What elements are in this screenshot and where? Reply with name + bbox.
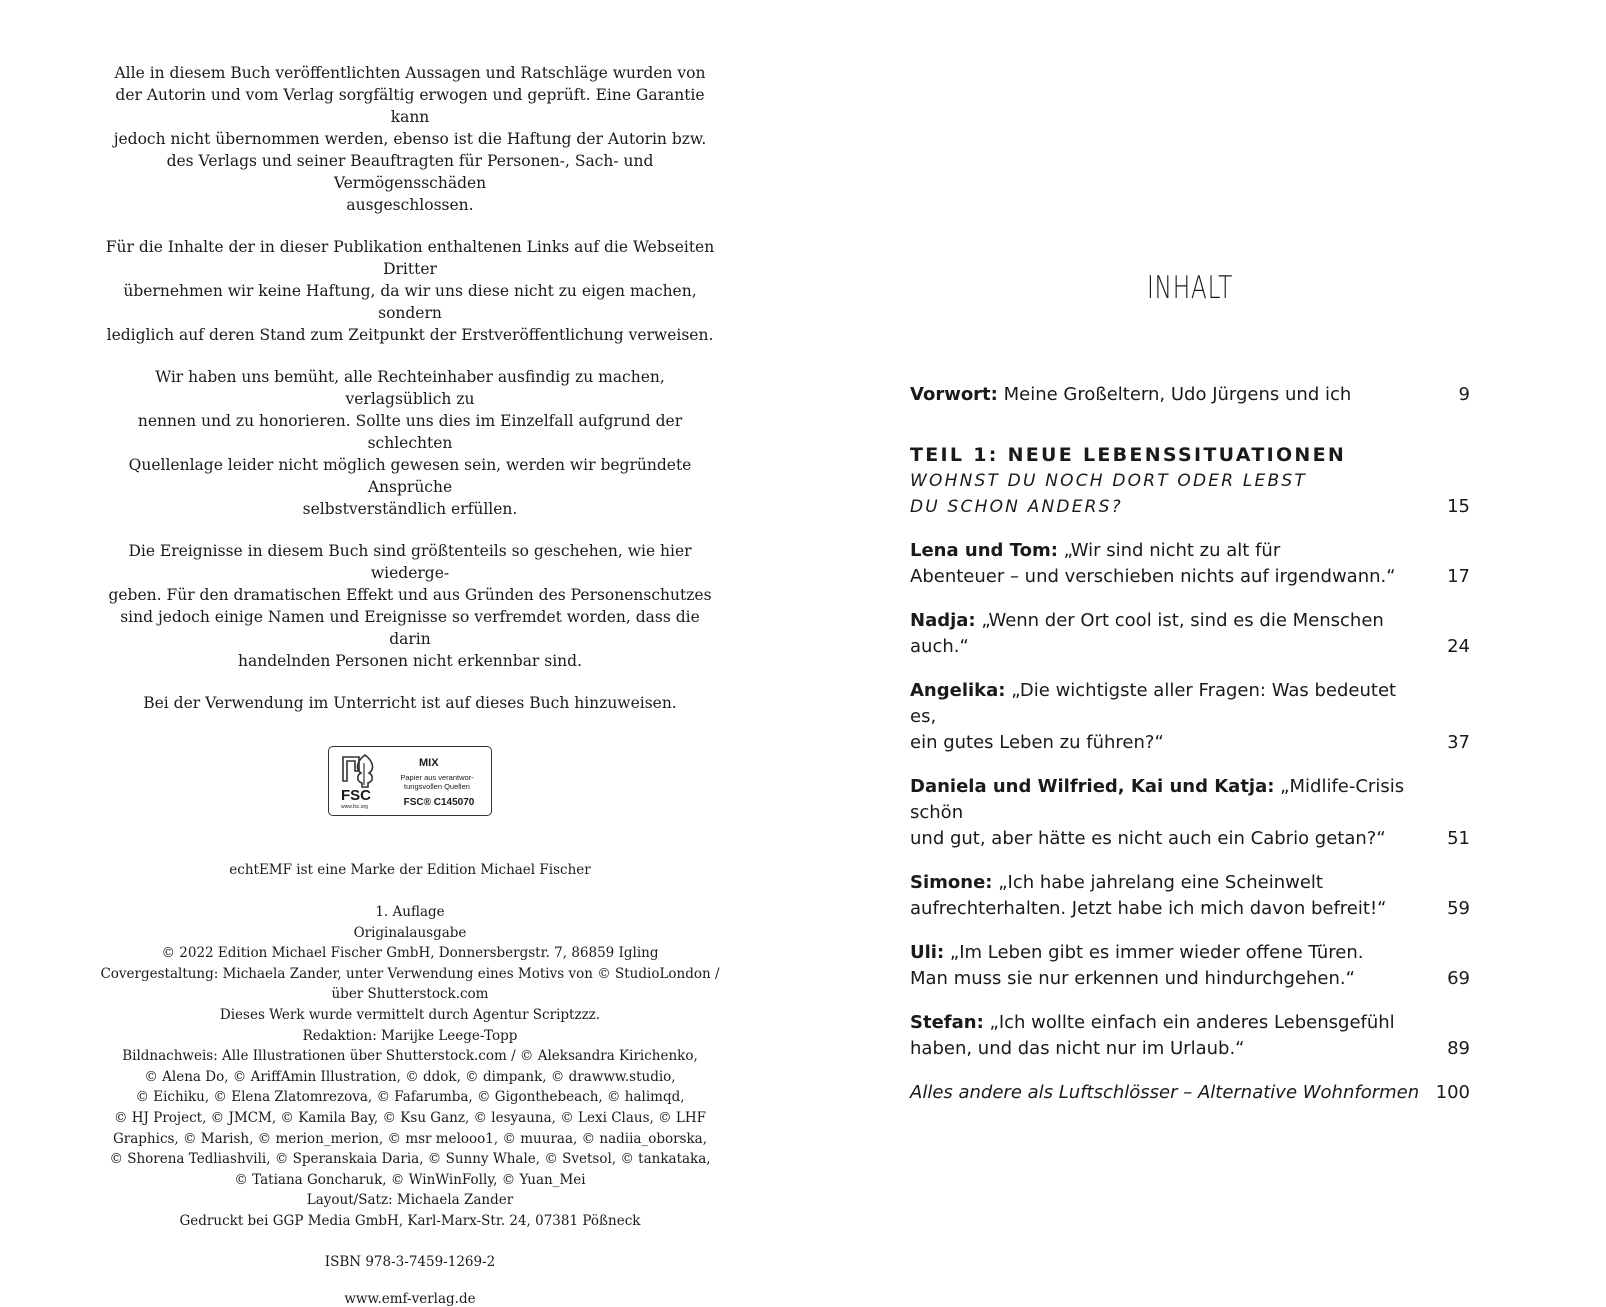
toc-page-number: 9: [1458, 384, 1470, 405]
toc-entry[interactable]: [910, 678, 1470, 756]
imprint-line: © Tatiana Goncharuk, © WinWinFolly, © Yuan_Mei: [234, 1171, 586, 1188]
toc-entry-closing[interactable]: [910, 1080, 1470, 1106]
toc-entry-label: Nadja:: [910, 610, 976, 631]
imprint-line: © Eichiku, © Elena Zlatomrezova, © Fafarumba, © Gigonthebeach, © halimqd,: [135, 1089, 685, 1106]
toc-entry-text: Man muss sie nur erkennen und hindurchgehen.“: [910, 968, 1355, 989]
links-disclaimer-paragraph: Für die Inhalte der in dieser Publikation enthaltenen Links auf die Webseiten Dritter übernehmen wir keine Haftung, da wir uns diese nicht zu eigen machen, sondern lediglich auf deren Stand zum Zeitpunkt der Erstveröffentlichung verweisen.: [105, 238, 715, 344]
imprint-line: Covergestaltung: Michaela Zander, unter Verwendung eines Motivs von © StudioLondon /: [100, 965, 720, 982]
toc-page-number: 51: [1447, 828, 1470, 849]
imprint-line: über Shutterstock.com: [331, 986, 489, 1003]
toc-page-number: 17: [1447, 566, 1470, 587]
fsc-logo-text: FSC: [341, 787, 371, 804]
toc-entry[interactable]: [910, 608, 1470, 660]
imprint-line: © Alena Do, © AriffAmin Illustration, © ddok, © dimpank, © drawww.studio,: [144, 1068, 676, 1085]
disclaimer-paragraph: Alle in diesem Buch veröffentlichten Aussagen und Ratschläge wurden von der Autorin und vom Verlag sorgfältig erwogen und geprüft. Eine Garantie kann jedoch nicht übernommen werden, ebenso ist die Haftung der Autorin bzw. des Verlags und seiner Beauftragten für Personen-, Sach- und Vermögensschäden ausgeschlossen.: [113, 64, 707, 214]
toc-page-number: 59: [1447, 898, 1470, 919]
part-subtitle-line: WOHNST DU NOCH DORT ODER LEBST: [910, 471, 1307, 491]
fsc-description: Papier aus verantwor- tungsvollen Quellen: [400, 773, 474, 791]
imprint-line: Dieses Werk wurde vermittelt durch Agentur Scriptzzz.: [219, 1006, 601, 1023]
fsc-label: [328, 746, 492, 816]
toc-entry-text: ein gutes Leben zu führen?“: [910, 732, 1164, 753]
toc-page-number: 37: [1447, 732, 1470, 753]
toc-entry-text: aufrechterhalten. Jetzt habe ich mich davon befreit!“: [910, 898, 1387, 919]
toc-entry-text: Meine Großeltern, Udo Jürgens und ich: [997, 384, 1352, 405]
toc-page-number: 69: [1447, 968, 1470, 989]
fsc-url: www.fsc.org: [341, 804, 368, 810]
imprint-line: © HJ Project, © JMCM, © Kamila Bay, © Ksu Ganz, © lesyauna, © Lexi Claus, © LHF: [113, 1109, 707, 1126]
toc-page-number: 24: [1447, 636, 1470, 657]
imprint-line: Bildnachweis: Alle Illustrationen über Shutterstock.com / © Aleksandra Kirichenko,: [122, 1048, 698, 1065]
imprint-line: Gedruckt bei GGP Media GmbH, Karl-Marx-Str. 24, 07381 Pößneck: [179, 1212, 641, 1229]
toc-entry-text: „Wenn der Ort cool ist, sind es die Menschen auch.“: [910, 610, 1384, 657]
toc-entry[interactable]: [910, 774, 1470, 852]
toc-entry-text: „Ich habe jahrelang eine Scheinwelt: [992, 872, 1323, 893]
table-of-contents: [910, 270, 1470, 1106]
isbn: ISBN 978-3-7459-1269-2: [324, 1253, 496, 1270]
imprint-line: Redaktion: Marijke Leege-Topp: [302, 1027, 518, 1044]
imprint-line: 1. Auflage: [375, 904, 445, 920]
toc-entry-text: „Ich wollte einfach ein anderes Lebensgefühl: [983, 1012, 1395, 1033]
toc-part-1[interactable]: [910, 442, 1470, 520]
toc-page-number: 100: [1435, 1082, 1470, 1103]
imprint-page: [100, 62, 720, 1307]
toc-entry-label: Simone:: [910, 872, 993, 893]
imprint-line: © 2022 Edition Michael Fischer GmbH, Donnersbergstr. 7, 86859 Igling: [161, 945, 659, 962]
imprint-line: Originalausgabe: [353, 924, 467, 941]
toc-entry-text: „Im Leben gibt es immer wieder offene Türen.: [944, 942, 1364, 963]
imprint-line: Graphics, © Marish, © merion_merion, © msr melooo1, © muuraa, © nadiia_oborska,: [113, 1130, 707, 1147]
imprint-block: [100, 902, 720, 1232]
toc-entry-label: Lena und Tom:: [910, 540, 1058, 561]
toc-entry[interactable]: [910, 870, 1470, 922]
toc-entry-label: Angelika:: [910, 680, 1006, 701]
events-paragraph: Die Ereignisse in diesem Buch sind größtenteils so geschehen, wie hier wiederge- geben. Für den dramatischen Effekt und aus Gründen des Personenschutzes sind jedoch einige Namen und Ereignisse so verfremdet worden, dass die darin handelnden Personen nicht erkennbar sind.: [108, 542, 712, 670]
toc-entry-label: Stefan:: [910, 1012, 984, 1033]
toc-entry-text: Alles andere als Luftschlösser – Alternative Wohnformen: [910, 1082, 1420, 1103]
toc-entry-text: und gut, aber hätte es nicht auch ein Cabrio getan?“: [910, 828, 1386, 849]
toc-entry-text: haben, und das nicht nur im Urlaub.“: [910, 1038, 1245, 1059]
toc-entry[interactable]: [910, 538, 1470, 590]
toc-entry-text: „Wir sind nicht zu alt für: [1057, 540, 1281, 561]
toc-entry-text: „Die wichtigste aller Fragen: Was bedeutet es,: [910, 680, 1397, 727]
part-heading: TEIL 1: NEUE LEBENSSITUATIONEN: [910, 444, 1347, 466]
part-subtitle-line: DU SCHON ANDERS?: [910, 497, 1123, 517]
toc-entry-label: Vorwort:: [910, 384, 998, 405]
toc-entry-text: Abenteuer – und verschieben nichts auf irgendwann.“: [910, 566, 1396, 587]
toc-entry-label: Uli:: [910, 942, 945, 963]
toc-page-number: 89: [1447, 1038, 1470, 1059]
page-title: INHALT: [1146, 270, 1234, 306]
imprint-line: © Shorena Tedliashvili, © Speranskaia Daria, © Sunny Whale, © Svetsol, © tankataka,: [109, 1151, 711, 1168]
toc-entry[interactable]: [910, 1010, 1470, 1062]
rights-holder-paragraph: Wir haben uns bemüht, alle Rechteinhaber ausfindig zu machen, verlagsüblich zu nennen und zu honorieren. Sollte uns dies im Einzelfall aufgrund der schlechten Quellenlage leider nicht möglich gewesen sein, werden wir begründete Ansprüche selbstverständlich erfüllen.: [128, 368, 692, 518]
toc-page-number: 15: [1447, 496, 1470, 517]
brand-line: echtEMF ist eine Marke der Edition Michael Fischer: [229, 862, 591, 878]
toc-entry-text: „Midlife-Crisis schön: [910, 776, 1405, 823]
toc-entry-foreword[interactable]: [910, 382, 1470, 408]
imprint-line: Layout/Satz: Michaela Zander: [306, 1192, 514, 1209]
toc-entry[interactable]: [910, 940, 1470, 992]
toc-entry-label: Daniela und Wilfried, Kai und Katja:: [910, 776, 1275, 797]
website-link[interactable]: www.emf-verlag.de: [344, 1290, 476, 1307]
fsc-mix: MIX: [419, 757, 439, 769]
classroom-note: Bei der Verwendung im Unterricht ist auf dieses Buch hinzuweisen.: [143, 694, 677, 712]
fsc-code: FSC® C145070: [403, 797, 475, 808]
